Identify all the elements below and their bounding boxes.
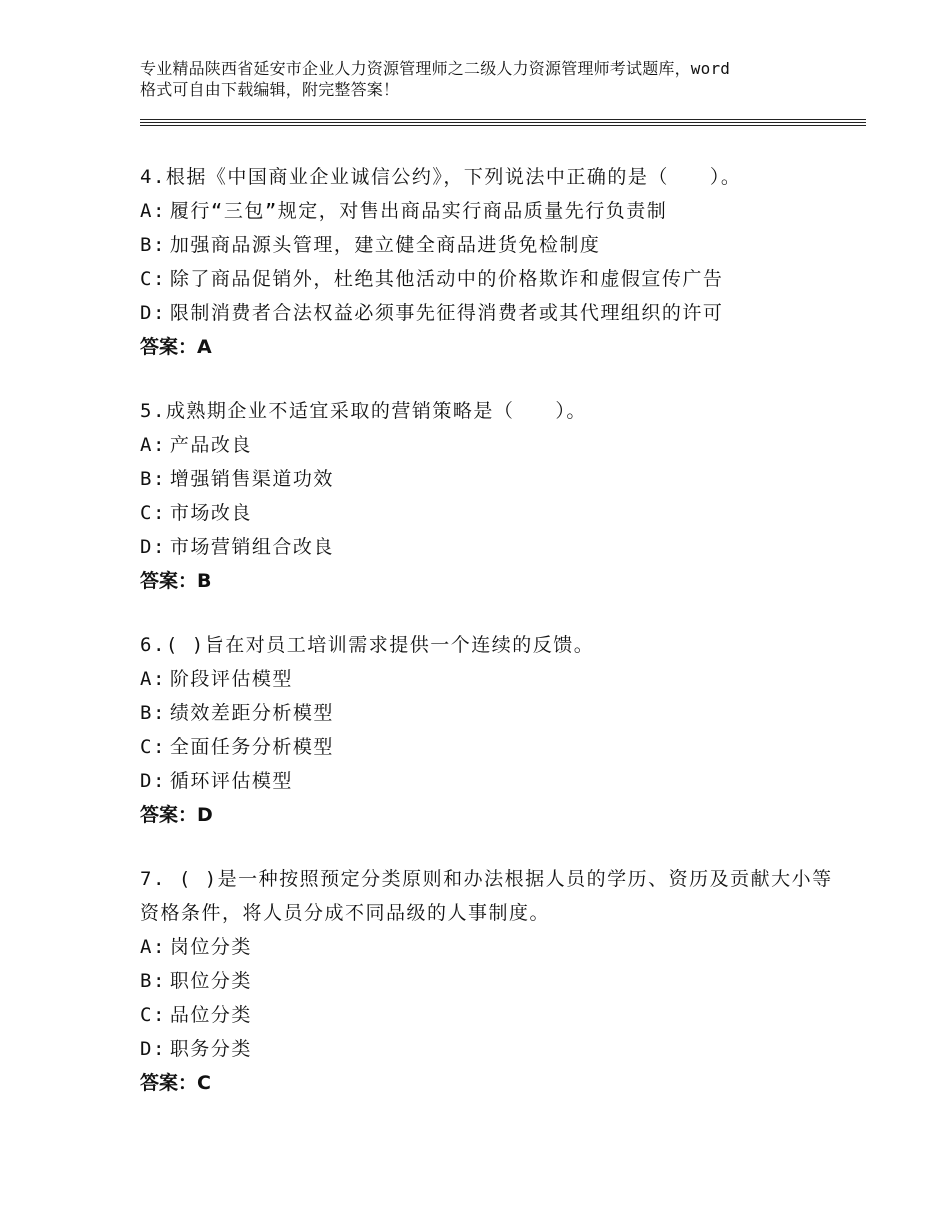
answer-line <box>140 330 840 364</box>
header-line-1: 专业精品陕西省延安市企业人力资源管理师之二级人力资源管理师考试题库，word <box>140 59 731 78</box>
option-text: 品位分类 <box>169 1004 252 1026</box>
option-letter: B <box>140 234 153 256</box>
question-stem: 5.成熟期企业不适宜采取的营销策略是（ ）。 <box>140 400 587 422</box>
answer-line <box>140 564 840 598</box>
option-separator: : <box>152 434 166 456</box>
option-a <box>140 662 840 696</box>
option-b <box>140 696 840 730</box>
question-7 <box>140 862 840 1100</box>
option-text: 绩效差距分析模型 <box>169 702 334 724</box>
option-letter: A <box>140 434 153 456</box>
option-text: 加强商品源头管理，建立健全商品进货免检制度 <box>169 234 601 256</box>
option-letter: B <box>140 702 153 724</box>
option-separator: : <box>152 668 166 690</box>
option-separator: : <box>152 1004 166 1026</box>
answer-label: 答案： <box>140 570 198 592</box>
option-separator: : <box>152 268 166 290</box>
answer-line <box>140 1066 840 1100</box>
option-c <box>140 998 840 1032</box>
option-text: 产品改良 <box>169 434 252 456</box>
option-letter: A <box>140 200 153 222</box>
option-text: 履行“三包”规定，对售出商品实行商品质量先行负责制 <box>169 200 668 222</box>
option-text: 全面任务分析模型 <box>169 736 334 758</box>
header-rule-middle <box>140 122 866 123</box>
document-header <box>140 58 840 100</box>
option-separator: : <box>152 770 166 792</box>
option-separator: : <box>152 970 166 992</box>
answer-label: 答案： <box>140 1072 198 1094</box>
option-separator: : <box>152 200 166 222</box>
question-4 <box>140 160 840 364</box>
option-separator: : <box>152 234 166 256</box>
option-text: 除了商品促销外，杜绝其他活动中的价格欺诈和虚假宣传广告 <box>169 268 724 290</box>
answer-line <box>140 798 840 832</box>
answer-value: A <box>197 336 212 358</box>
option-b <box>140 228 840 262</box>
option-separator: : <box>152 536 166 558</box>
option-c <box>140 730 840 764</box>
option-d <box>140 530 840 564</box>
option-letter: A <box>140 668 153 690</box>
answer-value: B <box>197 570 212 592</box>
header-line-2: 格式可自由下载编辑，附完整答案！ <box>140 80 400 99</box>
option-separator: : <box>152 736 166 758</box>
option-d <box>140 1032 840 1066</box>
header-rule-top <box>140 119 866 120</box>
option-text: 市场改良 <box>169 502 252 524</box>
option-separator: : <box>152 502 166 524</box>
option-separator: : <box>152 302 166 324</box>
option-b <box>140 462 840 496</box>
option-a <box>140 428 840 462</box>
option-text: 增强销售渠道功效 <box>169 468 334 490</box>
option-letter: D <box>140 770 153 792</box>
option-letter: C <box>140 268 153 290</box>
question-6 <box>140 628 840 832</box>
option-letter: D <box>140 536 153 558</box>
option-a <box>140 930 840 964</box>
option-separator: : <box>152 936 166 958</box>
option-text: 市场营销组合改良 <box>169 536 334 558</box>
option-text: 岗位分类 <box>169 936 252 958</box>
option-text: 职位分类 <box>169 970 252 992</box>
answer-value: D <box>197 804 213 826</box>
option-text: 阶段评估模型 <box>169 668 293 690</box>
answer-label: 答案： <box>140 804 198 826</box>
option-letter: C <box>140 502 153 524</box>
answer-value: C <box>197 1072 211 1094</box>
option-separator: : <box>152 468 166 490</box>
option-text: 职务分类 <box>169 1038 252 1060</box>
option-a <box>140 194 840 228</box>
question-stem: 4.根据《中国商业企业诚信公约》，下列说法中正确的是（ ）。 <box>140 166 742 188</box>
option-letter: D <box>140 302 153 324</box>
option-letter: C <box>140 1004 153 1026</box>
option-text: 循环评估模型 <box>169 770 293 792</box>
question-stem: 6.( )旨在对员工培训需求提供一个连续的反馈。 <box>140 634 595 656</box>
question-list <box>140 160 840 1130</box>
option-d <box>140 296 840 330</box>
header-rule-bottom <box>140 125 866 126</box>
option-separator: : <box>152 702 166 724</box>
option-text: 限制消费者合法权益必须事先征得消费者或其代理组织的许可 <box>169 302 724 324</box>
question-5 <box>140 394 840 598</box>
answer-label: 答案： <box>140 336 198 358</box>
option-letter: C <box>140 736 153 758</box>
question-stem: 7. ( )是一种按照预定分类原则和办法根据人员的学历、资历及贡献大小等资格条件，将人员分成不同品级的人事制度。 <box>140 868 833 924</box>
option-letter: D <box>140 1038 153 1060</box>
option-letter: B <box>140 970 153 992</box>
option-separator: : <box>152 1038 166 1060</box>
option-c <box>140 496 840 530</box>
option-b <box>140 964 840 998</box>
option-c <box>140 262 840 296</box>
option-d <box>140 764 840 798</box>
option-letter: A <box>140 936 153 958</box>
option-letter: B <box>140 468 153 490</box>
